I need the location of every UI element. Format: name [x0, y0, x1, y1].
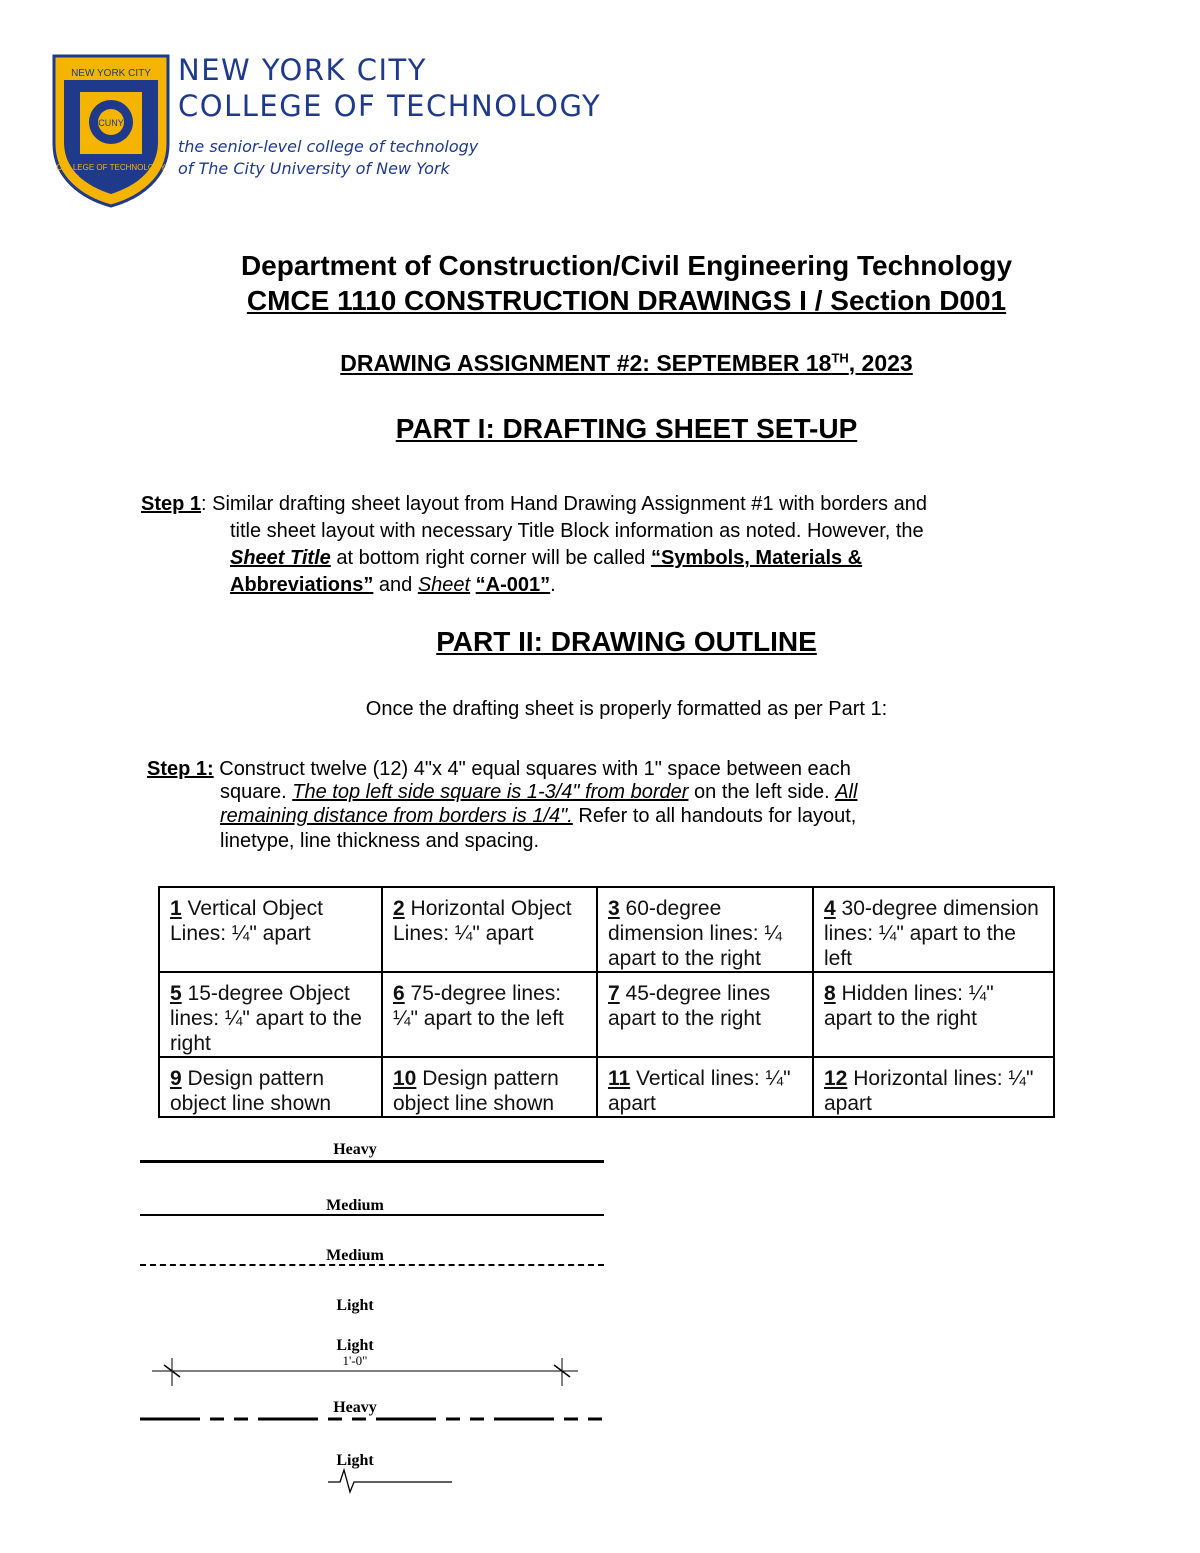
- legend-label-break: Light: [336, 1452, 374, 1469]
- task-cell: 11 Vertical lines: ¼" apart: [597, 1057, 813, 1117]
- legend-label-medium-dashed: Medium: [326, 1247, 384, 1264]
- task-cell: 10 Design pattern object line shown: [382, 1057, 597, 1117]
- part2-intro: Once the drafting sheet is properly formatted as per Part 1:: [365, 698, 888, 720]
- task-cell: 6 75-degree lines: ¼" apart to the left: [382, 972, 597, 1057]
- task-cell: 3 60-degree dimension lines: ¼ apart to the right: [597, 887, 813, 972]
- task-cell: 8 Hidden lines: ¼" apart to the right: [813, 972, 1054, 1057]
- legend-label-light: Light: [336, 1297, 374, 1314]
- seal-text-center: CUNY: [98, 118, 124, 128]
- legend-break-line: [320, 1468, 460, 1496]
- task-cell: 5 15-degree Object lines: ¼" apart to the right: [159, 972, 382, 1057]
- seal-text-top: NEW YORK CITY: [71, 68, 151, 79]
- part1-step1-line4: Abbreviations” and Sheet “A-001”.: [230, 574, 556, 596]
- legend-line-heavy-centerline: [140, 1416, 606, 1422]
- task-cell: 12 Horizontal lines: ¼" apart: [813, 1057, 1054, 1117]
- legend-line-heavy: [140, 1160, 604, 1163]
- task-grid: [158, 886, 1055, 1118]
- part2-step1-line3: remaining distance from borders is 1/4". Refer to all handouts for layout,: [220, 805, 857, 827]
- task-cell: 4 30-degree dimension lines: ¼" apart to the left: [813, 887, 1054, 972]
- part2-heading: PART II: DRAWING OUTLINE: [436, 626, 817, 657]
- legend-line-medium: [140, 1214, 604, 1216]
- college-seal-logo: [50, 52, 172, 208]
- seal-text-bottom: COLLEGE OF TECHNOLOGY: [56, 163, 166, 172]
- legend-label-medium: Medium: [326, 1197, 384, 1214]
- legend-dimension-line: [150, 1356, 580, 1390]
- task-cell: 9 Design pattern object line shown: [159, 1057, 382, 1117]
- part1-step1-line1: Step 1: Similar drafting sheet layout from Hand Drawing Assignment #1 with borders and: [141, 493, 927, 515]
- part2-step1-line1: Step 1: Construct twelve (12) 4"x 4" equal squares with 1" space between each: [147, 758, 851, 780]
- part1-step1-line2: title sheet layout with necessary Title Block information as noted. However, the: [230, 520, 924, 542]
- college-tagline-1: the senior-level college of technology: [178, 137, 479, 156]
- college-tagline-2: of The City University of New York: [178, 159, 450, 178]
- part1-step1-line3: Sheet Title at bottom right corner will be called “Symbols, Materials &: [230, 547, 863, 569]
- task-cell: 2 Horizontal Object Lines: ¼" apart: [382, 887, 597, 972]
- part2-step1-line4: linetype, line thickness and spacing.: [220, 830, 540, 852]
- legend-label-heavy-center: Heavy: [333, 1399, 377, 1416]
- task-cell: 1 Vertical Object Lines: ¼" apart: [159, 887, 382, 972]
- legend-line-medium-dashed: [140, 1264, 604, 1266]
- college-name-line1: NEW YORK CITY: [178, 53, 427, 87]
- legend-label-light-dimension: Light: [336, 1337, 374, 1354]
- part1-heading: PART I: DRAFTING SHEET SET-UP: [395, 413, 858, 444]
- dimension-text: 1'-0": [342, 1353, 368, 1368]
- part2-step1-line2: square. The top left side square is 1-3/4" from border on the left side. All: [220, 781, 858, 803]
- course-title: CMCE 1110 CONSTRUCTION DRAWINGS I / Section D001: [246, 285, 1007, 316]
- task-cell: 7 45-degree lines apart to the right: [597, 972, 813, 1057]
- department-title: Department of Construction/Civil Engineering Technology: [240, 250, 1013, 281]
- legend-label-heavy: Heavy: [333, 1141, 377, 1158]
- college-name-line2: COLLEGE OF TECHNOLOGY: [178, 89, 602, 123]
- assignment-title: DRAWING ASSIGNMENT #2: SEPTEMBER 18TH, 2023: [340, 350, 913, 376]
